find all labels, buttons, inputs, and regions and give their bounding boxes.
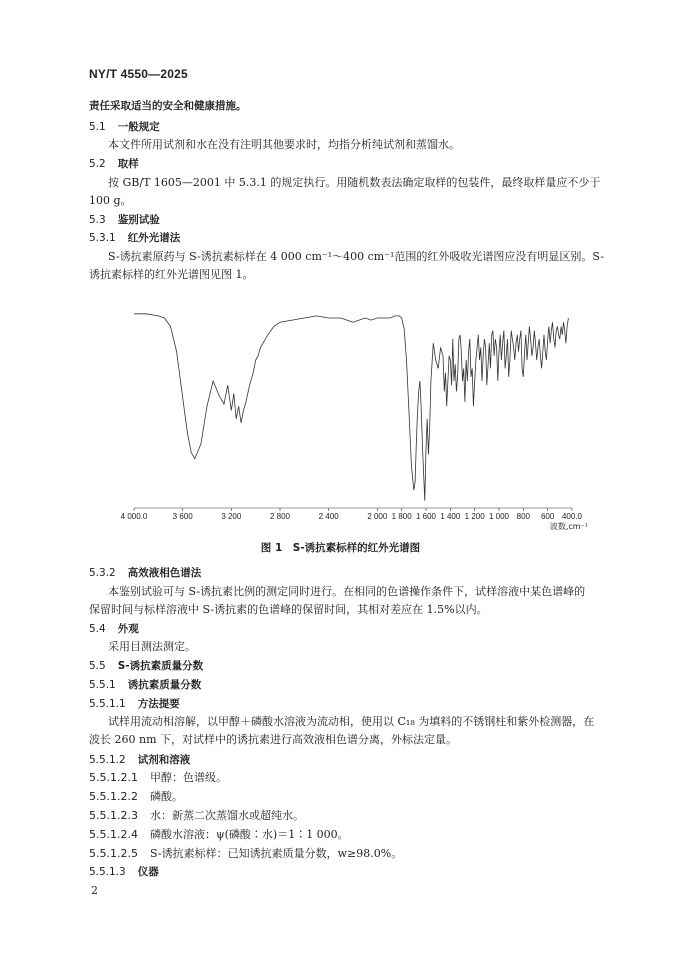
heading-5-3-2	[89, 566, 201, 580]
x-tick-label: 2 000	[367, 512, 388, 521]
x-tick-label: 2 800	[269, 512, 291, 521]
standard-code-header: NY/T 4550—2025	[89, 67, 188, 81]
x-tick-label: 3 600	[172, 512, 193, 521]
paragraph-line	[89, 603, 488, 617]
list-item	[89, 771, 227, 785]
item-number: 5.5.1.2.2	[89, 790, 138, 803]
section-number: 5.5.1.3	[89, 866, 126, 878]
x-tick-label: 1 000	[488, 512, 510, 521]
section-number: 5.3	[89, 214, 106, 226]
ir-spectrum-chart	[120, 293, 590, 543]
section-title: 红外光谱法	[127, 232, 181, 244]
item-text: 磷酸水溶液：ψ(磷酸∶水)＝1∶1 000。	[149, 828, 349, 841]
paragraph-line	[108, 176, 600, 190]
section-number: 5.2	[89, 158, 106, 170]
item-number: 5.5.1.2.5	[89, 847, 138, 860]
section-number: 5.5.1	[89, 679, 116, 691]
line-text: 本文件所用试剂和水在没有注明其他要求时，均指分析纯试剂和蒸馏水。	[108, 138, 460, 151]
section-title: S-诱抗素质量分数	[117, 660, 204, 672]
paragraph-line	[108, 640, 196, 654]
x-tick-label: 3 200	[221, 512, 242, 521]
heading-5-5-1-2	[89, 753, 190, 767]
section-title: 外观	[117, 623, 139, 635]
heading-5-3-1	[89, 231, 180, 245]
section-title: 鉴别试验	[117, 214, 160, 226]
x-tick-label: 1 400	[440, 512, 461, 521]
item-text: 水：新蒸二次蒸馏水或超纯水。	[149, 809, 304, 822]
section-title: 一般规定	[117, 121, 160, 133]
section-number: 5.5.1.2	[89, 754, 126, 766]
section-number: 5.5	[89, 660, 106, 672]
heading-5-1	[89, 120, 160, 134]
page-number: 2	[91, 884, 98, 897]
spectrum-line	[134, 314, 568, 501]
line-text: 诱抗素标样的红外光谱图见图 1。	[89, 268, 254, 281]
section-title: 试剂和溶液	[137, 754, 191, 766]
heading-5-5-1	[89, 678, 201, 692]
x-tick-label: 400.0	[561, 512, 583, 521]
paragraph-line	[108, 250, 604, 264]
paragraph-line	[89, 733, 457, 747]
section-title: 诱抗素质量分数	[127, 679, 202, 691]
figure-caption: 图 1 S-诱抗素标样的红外光谱图	[260, 542, 421, 554]
section-number: 5.4	[89, 623, 106, 635]
line-text: 责任采取适当的安全和健康措施。	[89, 100, 247, 112]
item-text: S-诱抗素标样：已知诱抗素质量分数，w≥98.0%。	[149, 847, 403, 860]
paragraph-line	[108, 585, 585, 599]
x-tick-label: 2 400	[318, 512, 339, 521]
section-title: 取样	[117, 158, 139, 170]
list-item	[89, 828, 349, 842]
section-title: 方法提要	[137, 698, 180, 710]
x-tick-label: 1 600	[415, 512, 437, 521]
line-text: 试样用流动相溶解，以甲醇＋磷酸水溶液为流动相，使用以 C₁₈ 为填料的不锈钢柱和紫外检测器，在	[108, 715, 595, 728]
list-item	[89, 790, 183, 804]
line-text: 本鉴别试验可与 S-诱抗素比例的测定同时进行。在相同的色谱操作条件下，试样溶液中某色谱峰的	[108, 585, 586, 598]
heading-5-2	[89, 157, 139, 171]
line-text: 采用目测法测定。	[108, 640, 196, 653]
item-number: 5.5.1.2.3	[89, 809, 138, 822]
line-text: 波长 260 nm 下，对试样中的诱抗素进行高效液相色谱分离，外标法定量。	[89, 733, 457, 746]
heading-5-3	[89, 213, 160, 227]
heading-5-4	[89, 622, 139, 636]
item-text: 甲醇：色谱级。	[149, 771, 227, 784]
paragraph-line	[89, 268, 254, 282]
line-text: 保留时间与标样溶液中 S-诱抗素的色谱峰的保留时间，其相对差应在 1.5%以内。	[89, 603, 488, 616]
item-text: 磷酸。	[149, 790, 183, 803]
x-tick-label: 800	[516, 512, 531, 521]
section-title: 高效液相色谱法	[127, 567, 202, 579]
x-tick-label: 4 000.0	[120, 512, 148, 521]
x-axis-label: 波数,cm⁻¹	[549, 522, 588, 531]
paragraph-line	[108, 715, 594, 729]
ir-spectrum-svg	[120, 293, 590, 533]
item-number: 5.5.1.2.4	[89, 828, 138, 841]
line-safety	[89, 99, 247, 113]
heading-5-5-1-1	[89, 697, 180, 711]
paragraph-line	[108, 138, 460, 152]
heading-5-5	[89, 659, 203, 673]
paragraph-line	[89, 194, 132, 208]
line-text: 100 g。	[89, 194, 132, 207]
x-tick-label: 1 800	[391, 512, 412, 521]
section-number: 5.5.1.1	[89, 698, 126, 710]
heading-5-5-1-3	[89, 865, 159, 879]
x-tick-label: 1 200	[464, 512, 485, 521]
section-number: 5.3.2	[89, 567, 116, 579]
line-text: S-诱抗素原药与 S-诱抗素标样在 4 000 cm⁻¹～400 cm⁻¹范围的红外吸收光谱图应没有明显区别。S-	[108, 250, 605, 263]
section-number: 5.1	[89, 121, 106, 133]
list-item	[89, 847, 402, 861]
item-number: 5.5.1.2.1	[89, 771, 138, 784]
list-item	[89, 809, 304, 823]
section-number: 5.3.1	[89, 232, 116, 244]
x-tick-label: 600	[540, 512, 555, 521]
section-title: 仪器	[137, 866, 159, 878]
line-text: 按 GB/T 1605—2001 中 5.3.1 的规定执行。用随机数表法确定取样的包装件，最终取样量应不少于	[108, 176, 601, 189]
